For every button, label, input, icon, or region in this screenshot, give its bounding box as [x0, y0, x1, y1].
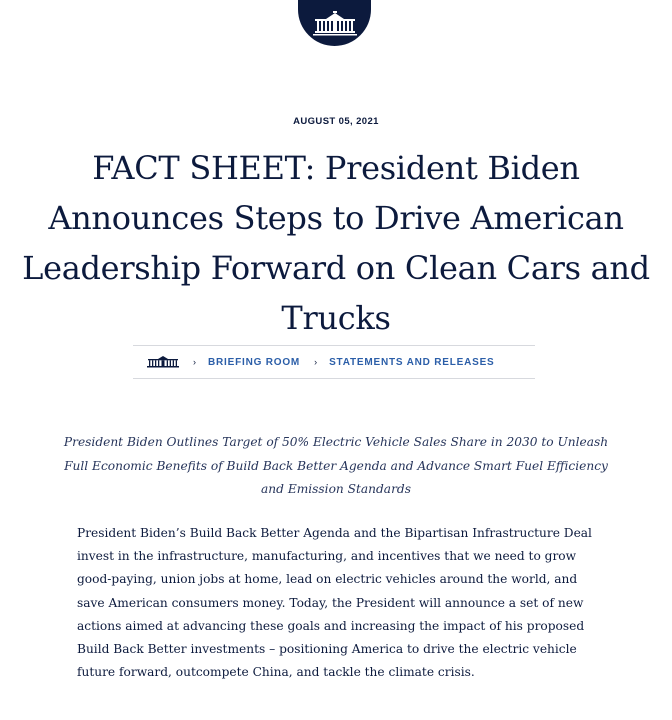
breadcrumb-separator-icon: › — [193, 357, 196, 367]
breadcrumb-statements-releases-link[interactable]: STATEMENTS AND RELEASES — [329, 356, 495, 368]
white-house-seal-icon — [313, 10, 357, 36]
article-title: FACT SHEET: President Biden Announces Steps to Drive American Leadership Forward on Clean Cars and Trucks — [22, 149, 650, 337]
white-house-icon — [147, 356, 179, 368]
article-subtitle: President Biden Outlines Target of 50% Electric Vehicle Sales Share in 2030 to Unleash Full Economic Benefits of Build Back Better Agenda and Advance Smart Fuel Efficiency and Emission Standards — [63, 435, 609, 496]
breadcrumb-separator-icon: › — [314, 357, 318, 367]
breadcrumb — [133, 345, 535, 379]
breadcrumb-home-link[interactable] — [147, 356, 179, 368]
white-house-logo[interactable] — [298, 0, 371, 46]
article-body-paragraph: President Biden’s Build Back Better Agenda and the Bipartisan Infrastructure Deal invest in the infrastructure, manufacturing, and incentives that we need to grow good-paying, union jobs at home, lead on electric vehicles around the world, and save American consumers money. Today, the President will announce a set of new actions aimed at advancing these goals and increasing the impact of his proposed Build Back Better investments – positioning America to drive the electric vehicle future forward, outcompete China, and tackle the climate crisis. — [77, 526, 592, 680]
article-date: AUGUST 05, 2021 — [293, 116, 379, 127]
breadcrumb-briefing-room-link[interactable]: BRIEFING ROOM — [208, 356, 301, 368]
